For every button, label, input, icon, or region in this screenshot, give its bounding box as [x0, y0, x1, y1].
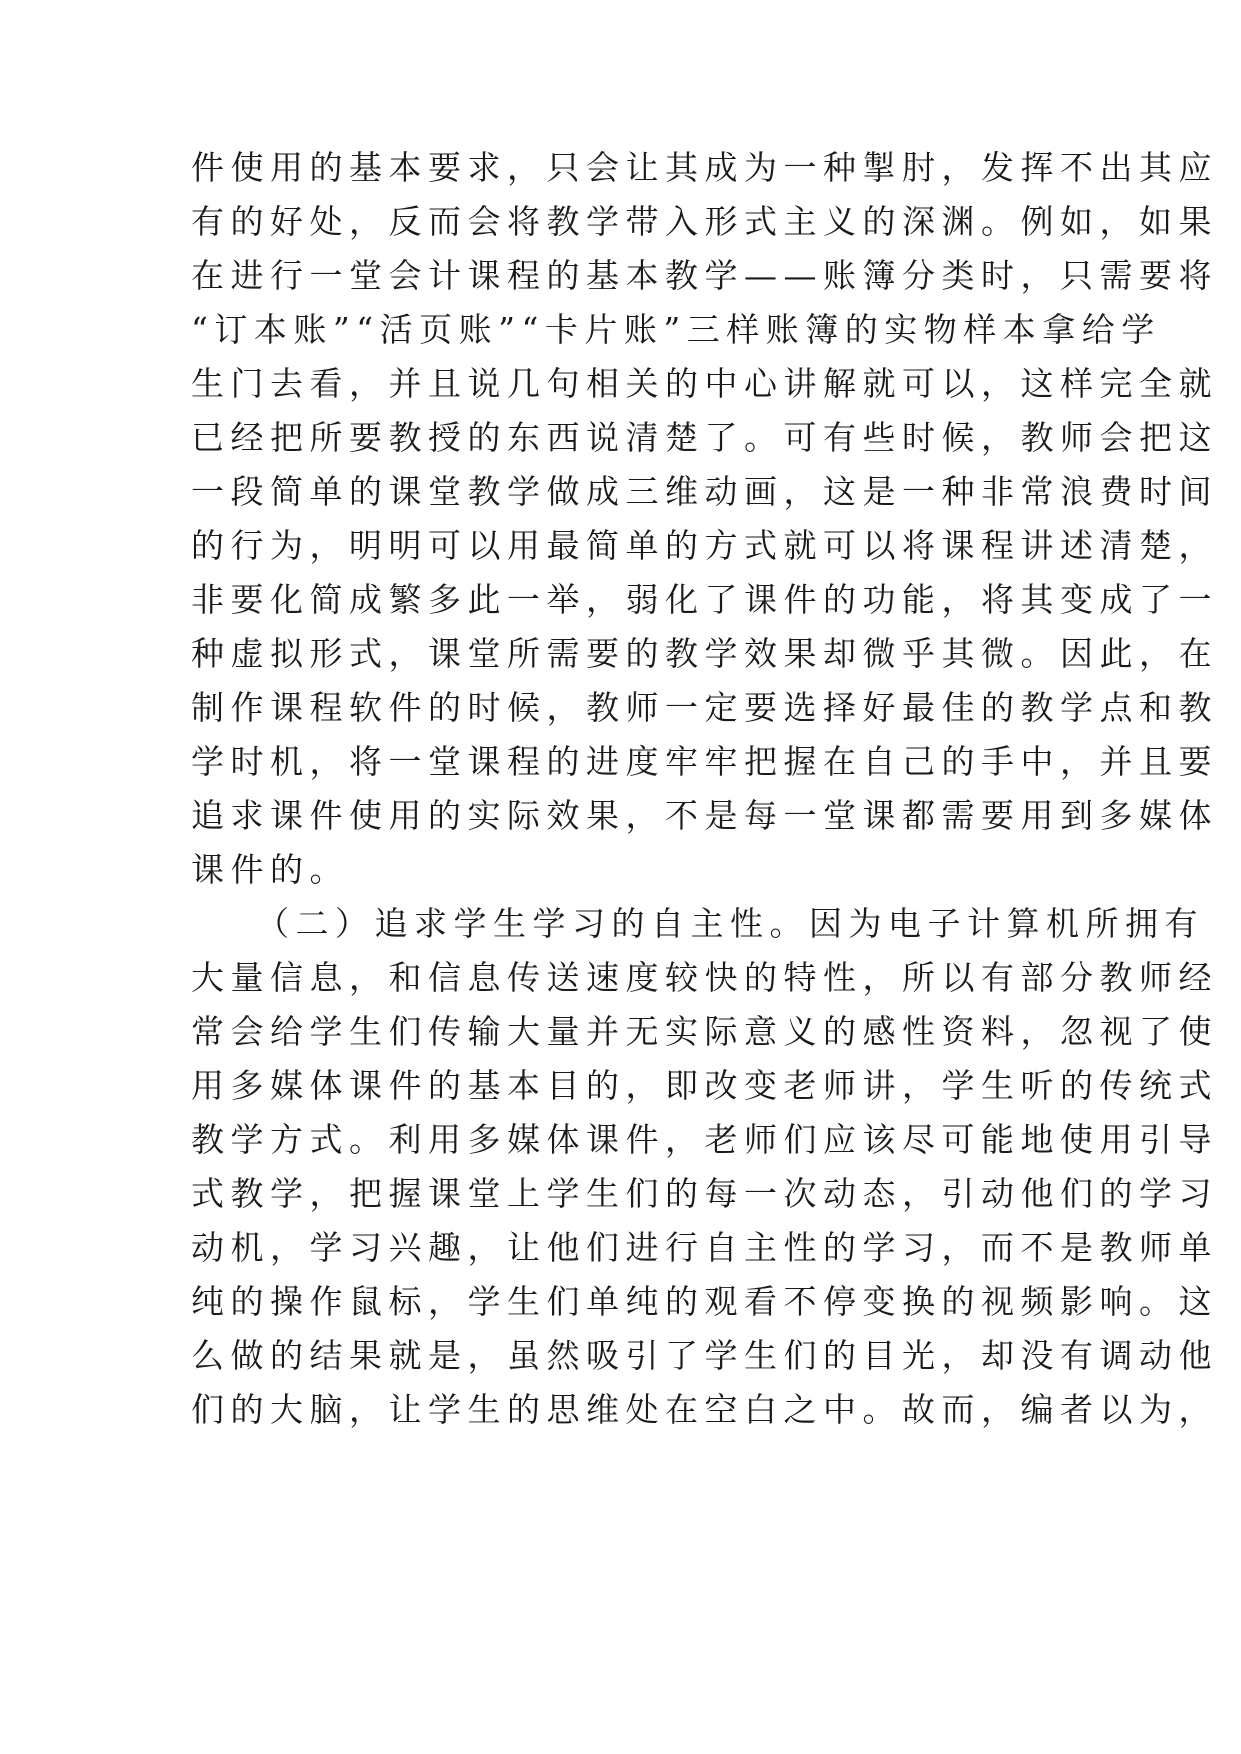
text-line: 课件的。 [191, 850, 349, 889]
text-line: 种虚拟形式，课堂所需要的教学效果却微乎其微。因此，在 [191, 634, 1218, 673]
text-line: 非要化简成繁多此一举，弱化了课件的功能，将其变成了一 [191, 580, 1218, 619]
text-line: 么做的结果就是，虽然吸引了学生们的目光，却没有调动他 [191, 1336, 1218, 1375]
text-line: 件使用的基本要求，只会让其成为一种掣肘，发挥不出其应 [191, 148, 1218, 187]
text-line: 用多媒体课件的基本目的，即改变老师讲，学生听的传统式 [191, 1066, 1218, 1105]
text-line: 一段简单的课堂教学做成三维动画，这是一种非常浪费时间 [191, 472, 1218, 511]
text-line: 追求课件使用的实际效果，不是每一堂课都需要用到多媒体 [191, 796, 1218, 835]
text-line: 大量信息，和信息传送速度较快的特性，所以有部分教师经 [191, 958, 1218, 997]
text-line: 动机，学习兴趣，让他们进行自主性的学习，而不是教师单 [191, 1228, 1218, 1267]
text-line: 生门去看，并且说几句相关的中心讲解就可以，这样完全就 [191, 364, 1218, 403]
paragraph-heading-line: （二）追求学生学习的自主性。因为电子计算机所拥有 [256, 904, 1204, 943]
text-line: 们的大脑，让学生的思维处在空白之中。故而，编者以为， [191, 1390, 1218, 1429]
text-line: 已经把所要教授的东西说清楚了。可有些时候，教师会把这 [191, 418, 1218, 457]
text-line: 纯的操作鼠标，学生们单纯的观看不停变换的视频影响。这 [191, 1282, 1218, 1321]
text-line: 的行为，明明可以用最简单的方式就可以将课程讲述清楚， [191, 526, 1218, 565]
text-line: “订本账”“活页账”“卡片账”三样账簿的实物样本拿给学 [191, 310, 1161, 349]
text-line: 学时机，将一堂课程的进度牢牢把握在自己的手中，并且要 [191, 742, 1218, 781]
text-line: 常会给学生们传输大量并无实际意义的感性资料，忽视了使 [191, 1012, 1218, 1051]
text-line: 式教学，把握课堂上学生们的每一次动态，引动他们的学习 [191, 1174, 1218, 1213]
text-line: 制作课程软件的时候，教师一定要选择好最佳的教学点和教 [191, 688, 1218, 727]
text-line: 教学方式。利用多媒体课件，老师们应该尽可能地使用引导 [191, 1120, 1218, 1159]
text-line: 有的好处，反而会将教学带入形式主义的深渊。例如，如果 [191, 202, 1218, 241]
text-line: 在进行一堂会计课程的基本教学——账簿分类时，只需要将 [191, 256, 1218, 295]
